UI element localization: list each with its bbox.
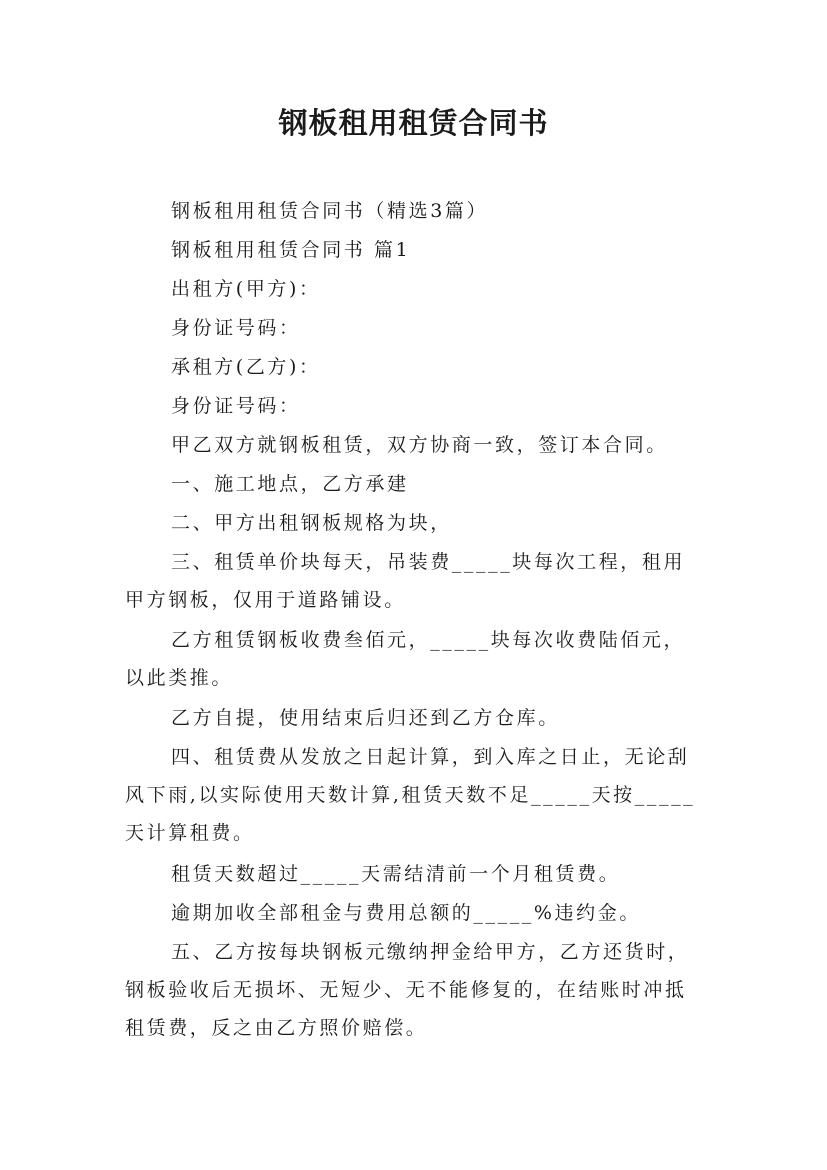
text-line: 租赁天数超过_____天需结清前一个月租赁费。 bbox=[171, 863, 621, 885]
fee-paragraph bbox=[125, 621, 705, 697]
text-line: 钢板租用租赁合同书（精选3篇） bbox=[171, 200, 489, 222]
document-title: 钢板租用租赁合同书 bbox=[278, 106, 549, 140]
text-line: 身份证号码： bbox=[171, 395, 301, 417]
text-line: 甲方钢板，仅用于道路铺设。 bbox=[125, 589, 406, 611]
text-line: 钢板验收后无损坏、无短少、无不能修复的，在结账时冲抵 bbox=[125, 979, 687, 1001]
section-heading bbox=[125, 231, 751, 269]
text-line: 五、乙方按每块钢板元缴纳押金给甲方，乙方还货时， bbox=[171, 941, 690, 963]
agreement-paragraph bbox=[125, 426, 751, 464]
lessor-id-field bbox=[125, 309, 751, 347]
subtitle-line bbox=[125, 192, 751, 230]
text-line: 以此类推。 bbox=[125, 667, 234, 689]
clause-5 bbox=[125, 933, 705, 1047]
penalty-paragraph bbox=[125, 894, 751, 932]
text-line: 四、租赁费从发放之日起计算，到入库之日止，无论刮 bbox=[171, 746, 690, 768]
settlement-paragraph bbox=[125, 855, 751, 893]
clause-2 bbox=[125, 504, 751, 542]
text-line: 出租方(甲方)： bbox=[171, 278, 321, 300]
text-line: 三、租赁单价块每天，吊装费_____块每次工程，租用 bbox=[171, 551, 686, 573]
text-line: 风下雨,以实际使用天数计算,租赁天数不足_____天按_____ bbox=[125, 784, 696, 806]
clause-3 bbox=[125, 543, 705, 619]
text-line: 身份证号码： bbox=[171, 317, 301, 339]
text-line: 租赁费，反之由乙方照价赔偿。 bbox=[125, 1017, 428, 1039]
text-line: 甲乙双方就钢板租赁，双方协商一致，签订本合同。 bbox=[171, 434, 668, 456]
text-line: 二、甲方出租钢板规格为块， bbox=[171, 512, 452, 534]
text-line: 一、施工地点，乙方承建 bbox=[171, 473, 409, 495]
text-line: 逾期加收全部租金与费用总额的_____%违约金。 bbox=[171, 902, 641, 924]
clause-4 bbox=[125, 738, 705, 852]
text-line: 乙方租赁钢板收费叁佰元，_____块每次收费陆佰元， bbox=[171, 629, 686, 651]
text-line: 乙方自提，使用结束后归还到乙方仓库。 bbox=[171, 707, 560, 729]
pickup-paragraph bbox=[125, 699, 751, 737]
lessee-field bbox=[125, 348, 751, 386]
clause-1 bbox=[125, 465, 751, 503]
text-line: 钢板租用租赁合同书 篇1 bbox=[171, 239, 411, 261]
text-line: 承租方(乙方)： bbox=[171, 356, 321, 378]
text-line: 天计算租费。 bbox=[125, 822, 255, 844]
lessor-field bbox=[125, 270, 751, 308]
lessee-id-field bbox=[125, 387, 751, 425]
